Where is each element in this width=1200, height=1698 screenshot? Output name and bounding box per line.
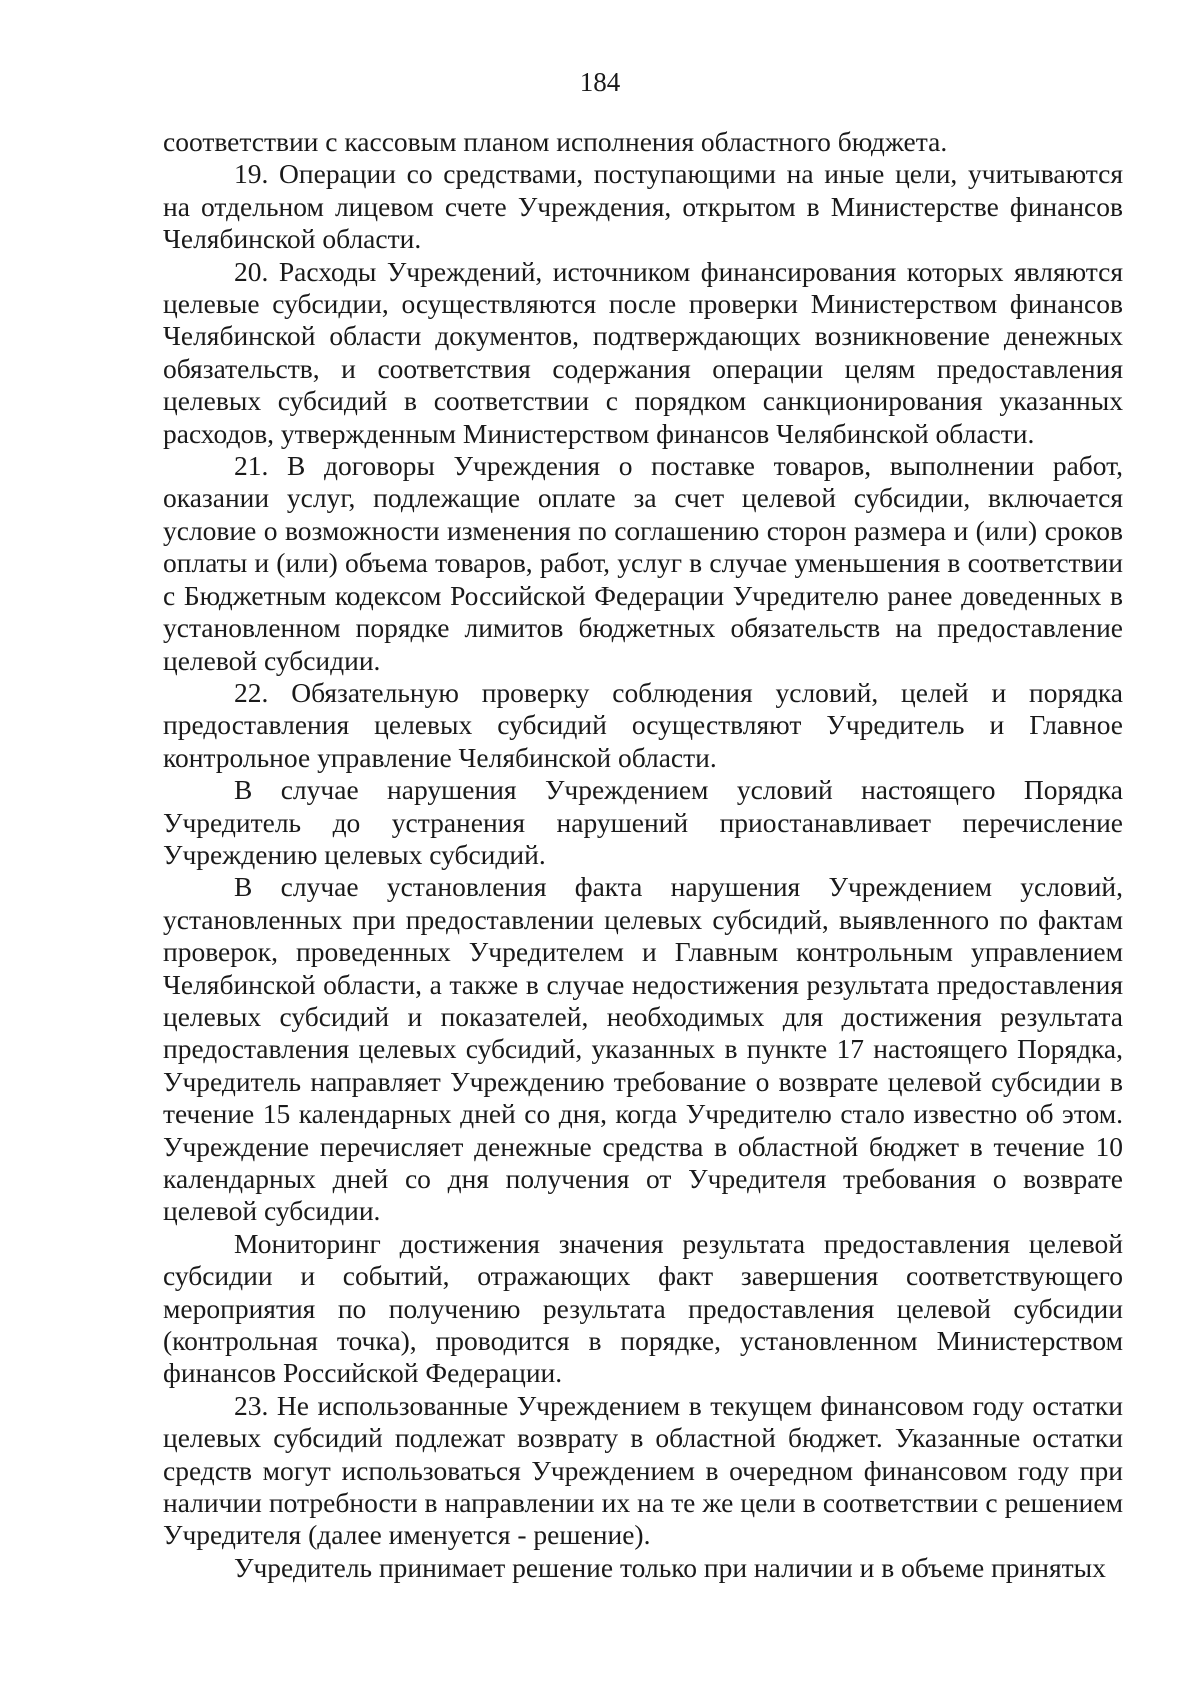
paragraph-item-23: 23. Не использованные Учреждением в текущем финансовом году остатки целевых субсидий подлежат возврату в областной бюджет. Указанные остатки средств могут использоваться Учреждением в очередном финансовом году при наличии потребности в направлении их на те же цели в соответствии с решением Учредителя (далее именуется - решение). (163, 1389, 1123, 1551)
paragraph-founder-decision: Учредитель принимает решение только при наличии и в объеме принятых (234, 1551, 1106, 1583)
paragraph-item-21: 21. В договоры Учреждения о поставке товаров, выполнении работ, оказании услуг, подлежащие оплате за счет целевой субсидии, включается условие о возможности изменения по соглашению сторон размера и (или) сроков оплаты и (или) объема товаров, работ, услуг в случае уменьшения в соответствии с Бюджетным кодексом Российской Федерации Учредителю ранее доведенных в установленном порядке лимитов бюджетных обязательств на предоставление целевой субсидии. (163, 450, 1123, 676)
paragraph-continuation: соответствии с кассовым планом исполнения областного бюджета. (163, 126, 948, 157)
paragraph-item-20: 20. Расходы Учреждений, источником финансирования которых являются целевые субсидии, осуществляются после проверки Министерством финансов Челябинской области документов, подтверждающих возникновение денежных обязательств, и соответствия содержания операции целям предоставления целевых субсидий в соответствии с порядком санкционирования указанных расходов, утвержденным Министерством финансов Челябинской области. (163, 255, 1123, 449)
paragraph-monitoring: Мониторинг достижения значения результата предоставления целевой субсидии и событий, отражающих факт завершения соответствующего мероприятия по получению результата предоставления целевой субсидии (контрольная точка), проводится в порядке, установленном Министерством финансов Российской Федерации. (163, 1227, 1123, 1389)
paragraph-item-19: 19. Операции со средствами, поступающими на иные цели, учитываются на отдельном лицевом счете Учреждения, открытом в Министерстве финансов Челябинской области. (163, 158, 1123, 255)
paragraph-item-22: 22. Обязательную проверку соблюдения условий, целей и порядка предоставления целевых субсидий осуществляют Учредитель и Главное контрольное управление Челябинской области. (163, 676, 1123, 773)
paragraph-violation-suspension: В случае нарушения Учреждением условий настоящего Порядка Учредитель до устранения нарушений приостанавливает перечисление Учреждению целевых субсидий. (163, 774, 1123, 870)
document-body (163, 126, 1123, 1584)
page-number: 184 (579, 67, 621, 97)
paragraph-violation-return: В случае установления факта нарушения Учреждением условий, установленных при предоставлении целевых субсидий, выявленного по фактам проверок, проведенных Учредителем и Главным контрольным управлением Челябинской области, а также в случае недостижения результата предоставления целевых субсидий и показателей, необходимых для достижения результата предоставления целевых субсидий, указанных в пункте 17 настоящего Порядка, Учредитель направляет Учреждению требование о возврате целевой субсидии в течение 15 календарных дней со дня, когда Учредителю стало известно об этом. Учреждение перечисляет денежные средства в областной бюджет в течение 10 календарных дней со дня получения от Учредителя требования о возврате целевой субсидии. (163, 871, 1123, 1227)
